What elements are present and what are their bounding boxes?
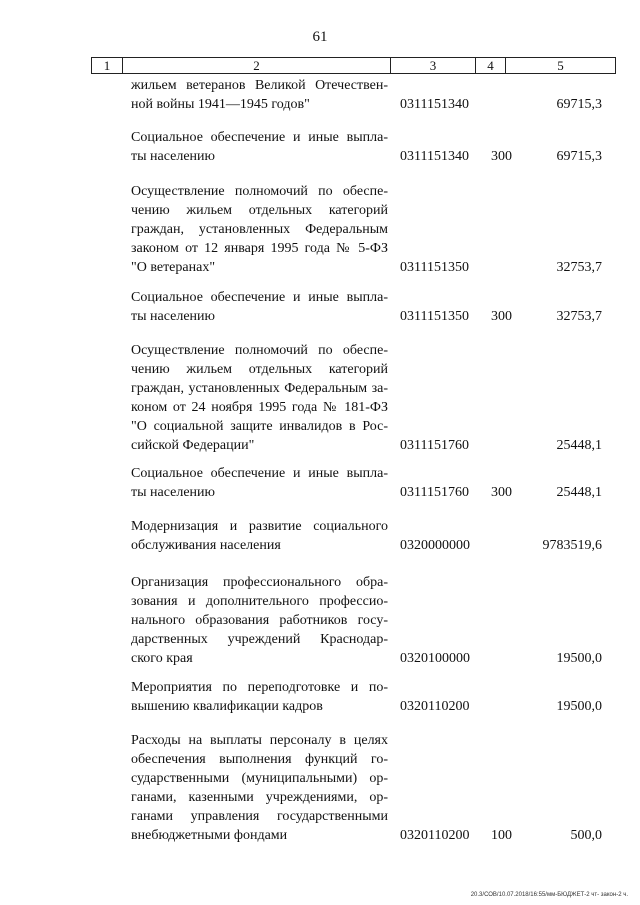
row-amount: 25448,1 [556,485,602,500]
description-line: обслуживания населения [131,538,281,553]
row-description [131,128,388,166]
row-amount: 19500,0 [556,651,602,666]
description-line: Осуществление полномочий по обеспе- [131,184,388,199]
description-line: Социальное обеспечение и иные выпла- [131,466,388,481]
description-line: ского края [131,651,193,666]
description-line: "О социальной защите инвалидов в Рос- [131,419,388,434]
description-line: ганами управления государственными [131,809,388,824]
description-line: Организация профессионального обра- [131,575,388,590]
description-line: Социальное обеспечение и иные выпла- [131,290,388,305]
row-kind: 300 [491,309,512,324]
row-description [131,182,388,277]
row-description [131,517,388,555]
description-line: "О ветеранах" [131,260,216,275]
row-code: 0311151350 [400,260,469,275]
row-code: 0311151340 [400,97,469,112]
row-amount: 19500,0 [556,699,602,714]
row-description [131,76,388,114]
row-kind: 100 [491,828,512,843]
description-line: дарственных учреждений Краснодар- [131,632,388,647]
column-header-3: 3 [390,58,475,73]
description-line: граждан, установленных Федеральным [131,222,388,237]
description-line: коном от 24 ноября 1995 года № 181-ФЗ [131,400,388,415]
document-footer-stamp: 20.3/СОВ/10.07.2018/16:55/мм-БЮДЖЕТ-2 чт- закон-2 ч. [470,892,628,898]
description-line: ганами, казенными учреждениями, ор- [131,790,388,805]
description-line: Мероприятия по переподготовке и по- [131,680,388,695]
row-description [131,341,388,455]
row-code: 0311151760 [400,485,469,500]
description-line: ты населению [131,485,215,500]
description-line: ты населению [131,309,215,324]
row-amount: 500,0 [570,828,602,843]
description-line: законом от 12 января 1995 года № 5-ФЗ [131,241,388,256]
description-line: жильем ветеранов Великой Отечествен- [131,78,388,93]
description-line: чению жильем отдельных категорий [131,362,388,377]
description-line: Социальное обеспечение и иные выпла- [131,130,388,145]
row-code: 0320110200 [400,699,470,714]
description-line: Расходы на выплаты персоналу в целях [131,733,388,748]
row-code: 0311151760 [400,438,469,453]
row-amount: 69715,3 [556,149,602,164]
description-line: нального образования работников госу- [131,613,388,628]
row-code: 0320110200 [400,828,470,843]
row-amount: 9783519,6 [542,538,602,553]
description-line: внебюджетными фондами [131,828,288,843]
row-description [131,731,388,845]
description-line: Осуществление полномочий по обеспе- [131,343,388,358]
row-amount: 25448,1 [556,438,602,453]
page-number: 61 [312,29,328,45]
table-header [91,57,616,74]
row-code: 0311151340 [400,149,469,164]
row-code: 0311151350 [400,309,469,324]
description-line: сударственными (муниципальными) ор- [131,771,388,786]
column-header-4: 4 [475,58,505,73]
row-kind: 300 [491,149,512,164]
description-line: Модернизация и развитие социального [131,519,388,534]
description-line: ной войны 1941—1945 годов" [131,97,310,112]
column-header-5: 5 [505,58,615,73]
row-kind: 300 [491,485,512,500]
row-code: 0320100000 [400,651,470,666]
description-line: зования и дополнительного профессио- [131,594,388,609]
column-header-1: 1 [91,58,122,73]
row-amount: 32753,7 [556,260,602,275]
row-code: 0320000000 [400,538,470,553]
row-description [131,288,388,326]
description-line: граждан, установленных Федеральным за- [131,381,388,396]
description-line: обеспечения выполнения функций го- [131,752,388,767]
row-description [131,678,388,716]
column-header-2: 2 [122,58,390,73]
description-line: ты населению [131,149,215,164]
description-line: чению жильем отдельных категорий [131,203,388,218]
row-amount: 32753,7 [556,309,602,324]
row-description [131,573,388,668]
row-amount: 69715,3 [556,97,602,112]
description-line: сийской Федерации" [131,438,255,453]
row-description [131,464,388,502]
description-line: вышению квалификации кадров [131,699,323,714]
